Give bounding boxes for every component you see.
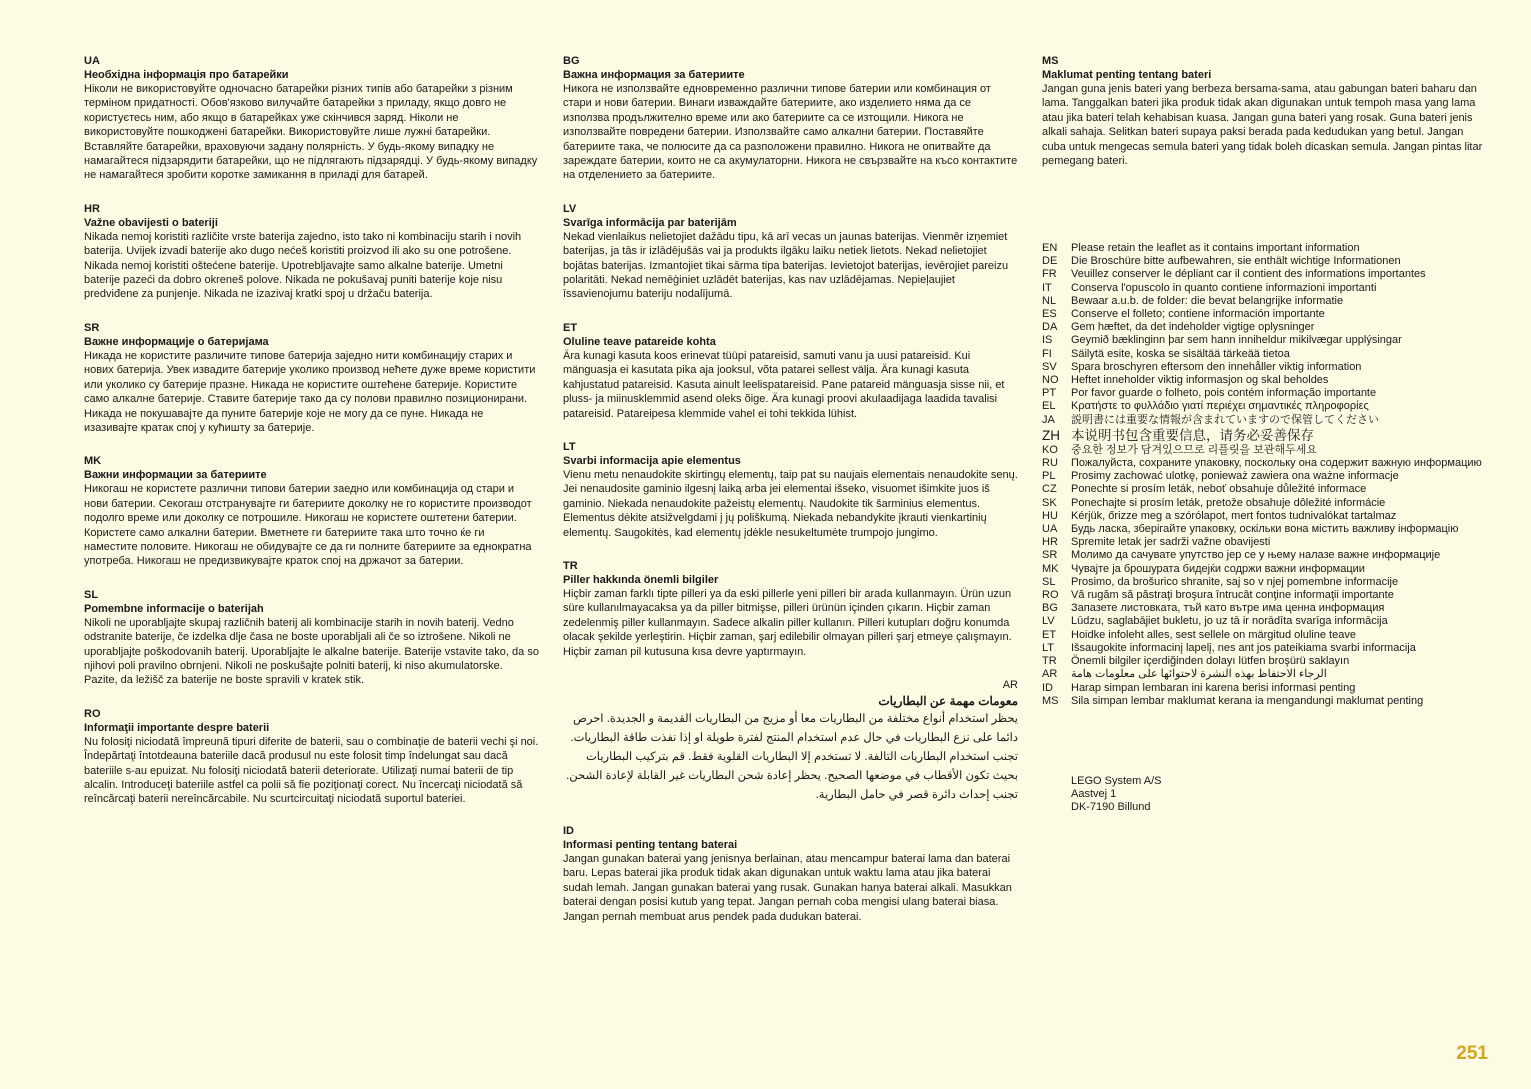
language-row-it xyxy=(1042,282,1502,295)
language-notice: Heftet inneholder viktig informasjon og skal beholdes xyxy=(1071,374,1329,387)
battery-section-sl xyxy=(84,588,539,688)
language-notice: Κρατήστε το φυλλάδιο γιατί περιέχει σημαντικές πληροφορίες xyxy=(1071,400,1369,413)
language-notice: Die Broschüre bitte aufbewahren, sie enthält wichtige Informationen xyxy=(1071,255,1401,268)
language-code: PL xyxy=(1042,470,1056,483)
section-body: Jangan gunakan baterai yang jenisnya berlainan, atau mencampur baterai lama dan baterai baru. Lepas baterai jika produk tidak akan digunakan untuk waktu lama atau jika baterai sudah lemah. Jangan gunakan baterai yang rusak. Gunakan hanya baterai alkali. Masukkan baterai dengan posisi kutub yang tepat. Jangan pernah coba mengisi ulang baterai biasa. Jangan pernah membuat arus pendek pada dudukan baterai. xyxy=(563,852,1012,923)
language-row-sv xyxy=(1042,361,1502,374)
language-code: EL xyxy=(1042,400,1056,413)
language-notice: Gem hæftet, da det indeholder vigtige oplysninger xyxy=(1071,321,1315,334)
section-language-code: MS xyxy=(1042,55,1059,67)
language-code: TR xyxy=(1042,655,1057,668)
section-language-code: HR xyxy=(84,202,100,215)
section-title: Важни информации за батериите xyxy=(84,469,267,482)
section-body: Hiçbir zaman farklı tipte pilleri ya da eski pillerle yeni pilleri bir arada kullanmayın. Ürün uzun süre kullanılmayacaksa ya da piller bitmişse, pilleri ürünün içinden çıkarın. Hiçbir zaman zedelenmiş piller kullanmayın. Sadece alkalin piller kullanın. Pilleri kutupları doğru konumda olacak şekilde yerleştirin. Hiçbir zaman, şarj edilebilir olmayan pilleri şarj etmeye çalışmayın. Hiçbir zaman pil kutusuna kısa devre yaptırmayın. xyxy=(563,587,1012,658)
language-code: DA xyxy=(1042,321,1058,334)
section-title: Piller hakkında önemli bilgiler xyxy=(563,573,719,586)
language-notice: Vă rugăm să păstraţi broşura întrucât conţine informaţii importante xyxy=(1071,589,1394,602)
section-body: Ära kunagi kasuta koos erinevat tüüpi patareisid, samuti vanu ja uusi patareisid. Kui mänguasja ei kasutata pika aja jooksul, võta patarei sellest välja. Ära kunagi kasuta kahjustatud patareisid. Kasuta ainult leelispatareisid. Pane patareid mänguasja sisse nii, et pluss- ja miinusklemmid asend oleks õige. Ära kunagi proovi akulaadijaga laadida tavalisi patareisid. Patareipesa klemmide vahel ei tohi tekkida lühist. xyxy=(563,349,1005,420)
section-language-code: LT xyxy=(563,440,576,453)
language-notice: 説明書には重要な情報が含まれていますので保管してください xyxy=(1071,413,1379,426)
language-code: LT xyxy=(1042,641,1055,654)
language-notice: Чувајте ја брошурата бидејќи содржи важни информации xyxy=(1071,562,1365,575)
language-code: AR xyxy=(1042,668,1058,681)
language-row-es xyxy=(1042,308,1502,321)
language-notice: Išsaugokite informacinį lapelį, nes ant jos pateikiama svarbi informacija xyxy=(1071,641,1416,654)
battery-section-lv xyxy=(563,202,1018,302)
language-row-pt xyxy=(1042,387,1502,400)
language-code: EN xyxy=(1042,242,1058,254)
language-code: IT xyxy=(1042,281,1052,294)
language-notice: Lūdzu, saglabājiet bukletu, jo uz tā ir norādīta svarīga informācija xyxy=(1071,615,1388,628)
battery-section-tr xyxy=(563,559,1018,659)
language-row-ar xyxy=(1042,668,1502,681)
section-language-code: SR xyxy=(84,321,100,334)
section-title: Informasi penting tentang baterai xyxy=(563,838,738,851)
language-row-da xyxy=(1042,321,1502,334)
battery-section-hr xyxy=(84,202,539,302)
section-body: Nikada nemoj koristiti različite vrste baterija zajedno, isto tako ni kombinaciju starih i novih baterija. Uvijek izvadi baterije ako dugo nećeš koristiti proizvod ili ako su one potrošene. Nikada nemoj koristiti oštećene baterije. Upotrebljavajte samo alkalne baterije. Umetni baterije pazeći da dobro okreneš polove. Nikada ne pokušavaj puniti baterije koje nisu predviđene za punjenje. Nikada ne izazivaj kratki spoj u držaču baterija. xyxy=(84,230,522,301)
section-title: معومات مهمة عن البطاريات xyxy=(878,693,1018,708)
battery-section-ro xyxy=(84,707,539,807)
language-notice: Spremite letak jer sadrži važne obavijesti xyxy=(1071,536,1271,549)
section-title: Svarīga informācija par baterijām xyxy=(563,216,737,229)
language-row-id xyxy=(1042,682,1502,695)
language-code: CZ xyxy=(1042,483,1057,496)
retain-leaflet-language-list xyxy=(1042,242,1502,708)
battery-section-ar xyxy=(563,678,1018,805)
language-row-en xyxy=(1042,242,1502,255)
language-row-no xyxy=(1042,374,1502,387)
section-language-code: ID xyxy=(563,824,574,837)
address-line-street: Aastvej 1 xyxy=(1071,788,1117,801)
section-title: Необхідна інформація про батарейки xyxy=(84,69,289,81)
section-language-code: AR xyxy=(1002,678,1018,691)
section-language-code: LV xyxy=(563,202,577,215)
language-row-zh xyxy=(1042,427,1502,444)
language-row-ja xyxy=(1042,414,1502,427)
section-body: Ніколи не використовуйте одночасно батарейки різних типів або батарейки з різним терміном придатності. Обов'язково вилучайте батарейки з приладу, якщо довго не користуєтесь ним, або якщо в батарейках уже скінчився заряд. Ніколи не використовуйте пошкоджені батарейки. Використовуйте лише лужні батарейки. Вставляйте батарейки, враховуючи задану полярність. У будь-якому випадку не намагайтеся підзарядити батарейки, що не підлягають підзарядці. У будь-якому випадку не намагайтеся зробити коротке замикання в приладі для батарей. xyxy=(84,83,538,182)
section-language-code: ET xyxy=(563,321,578,334)
language-code: BG xyxy=(1042,602,1058,615)
language-row-nl xyxy=(1042,295,1502,308)
section-title: Важне информације о батеријама xyxy=(84,335,269,348)
section-language-code: TR xyxy=(563,559,578,572)
language-notice: Please retain the leaflet as it contains important information xyxy=(1071,242,1360,254)
language-row-sk xyxy=(1042,497,1502,510)
language-row-mk xyxy=(1042,563,1502,576)
language-code: RO xyxy=(1042,589,1059,602)
language-notice: Veuillez conserver le dépliant car il contient des informations importantes xyxy=(1071,268,1426,281)
language-code: JA xyxy=(1042,413,1055,426)
column-right xyxy=(1042,54,1490,187)
language-row-et xyxy=(1042,629,1502,642)
language-code: ES xyxy=(1042,308,1057,321)
language-code: KO xyxy=(1042,443,1058,456)
language-code: IS xyxy=(1042,334,1053,347)
language-notice: Hoidke infoleht alles, sest sellele on märgitud oluline teave xyxy=(1071,628,1356,641)
language-row-ko xyxy=(1042,444,1502,457)
section-title: Важна информация за батериите xyxy=(563,69,745,81)
section-body: Nu folosiţi niciodată împreună tipuri diferite de baterii, sau o combinaţie de baterii vechi şi noi. Îndepărtaţi întotdeauna bateriile dacă produsul nu este folosit timp îndelungat sau dacă bateriile s-au epuizat. Nu folosiţi niciodată baterii deteriorate. Utilizaţi numai baterii de tip alcalin. Introduceţi bateriile astfel ca polii să fie poziţionaţi corect. Nu încercaţi niciodată să reîncărcaţi baterii nereîncărcabile. Nu scurtcircuitaţi niciodată suportul bateriei. xyxy=(84,735,539,806)
language-code: RU xyxy=(1042,457,1058,470)
language-notice: Пожалуйста, сохраните упаковку, поскольку она содержит важную информацию xyxy=(1071,457,1482,470)
section-body: Jangan guna jenis bateri yang berbeza bersama-sama, atau gabungan bateri baharu dan lama. Tanggalkan bateri jika produk tidak akan digunakan untuk tempoh masa yang lama atau jika bateri telah kehabisan kuasa. Jangan guna bateri yang rosak. Guna bateri jenis alkali sahaja. Selitkan bateri supaya paksi berada pada kedudukan yang betul. Jangan cuba untuk mengecas semula bateri yang tidak boleh dicaskan semula. Jangan pintas litar pemegang bateri. xyxy=(1042,83,1483,168)
language-notice: Prosimy zachować ulotkę, ponieważ zawiera ona ważne informacje xyxy=(1071,470,1399,483)
battery-section-et xyxy=(563,321,1018,421)
section-language-code: BG xyxy=(563,55,580,67)
language-notice: Запазете листовката, тъй като вътре има ценна информация xyxy=(1071,602,1385,615)
language-notice: Bewaar a.u.b. de folder: die bevat belangrijke informatie xyxy=(1071,294,1344,307)
language-row-fi xyxy=(1042,348,1502,361)
battery-section-sr xyxy=(84,321,539,435)
battery-section-lt xyxy=(563,440,1018,540)
language-notice: Kérjük, őrizze meg a szórólapot, mert fontos tudnivalókat tartalmaz xyxy=(1071,509,1397,522)
language-code: FI xyxy=(1042,347,1052,360)
language-code: HU xyxy=(1042,509,1058,522)
language-notice: Geymið bæklinginn þar sem hann inniheldur mikilvægar upplýsingar xyxy=(1071,334,1402,347)
section-language-code: MK xyxy=(84,455,102,468)
language-notice: Conserve el folleto; contiene información importante xyxy=(1071,308,1325,321)
battery-section-mk xyxy=(84,454,539,568)
language-code: MS xyxy=(1042,694,1059,707)
language-row-ro xyxy=(1042,589,1502,602)
language-code: HR xyxy=(1042,536,1058,549)
language-row-tr xyxy=(1042,655,1502,668)
section-language-code: RO xyxy=(84,707,101,720)
language-code: SK xyxy=(1042,496,1057,509)
language-row-de xyxy=(1042,255,1502,268)
language-row-sl xyxy=(1042,576,1502,589)
section-title: Svarbi informacija apie elementus xyxy=(563,454,741,467)
language-row-lt xyxy=(1042,642,1502,655)
language-row-sr xyxy=(1042,549,1502,562)
section-title: Maklumat penting tentang bateri xyxy=(1042,69,1212,81)
language-code: ET xyxy=(1042,628,1057,641)
language-code: SR xyxy=(1042,549,1058,562)
section-body: Никада не користите различите типове батерија заједно нити комбинацију старих и нових батерија. Увек извадите батерије уколико производ нећете дуже време користити или уколико су батерије празне. Никада не користите оштећене батерије. Користите само алкалне батерије. Ставите батерије тако да су полови правилно позиционирани. Никада не покушавајте да пуните батерије које не могу да се пуне. Никада не изазивајте кратак спој у кућишту за батерије. xyxy=(84,349,536,434)
language-notice: Önemli bilgiler içerdiğinden dolayı lütfen broşürü saklayın xyxy=(1071,655,1350,668)
language-code: FR xyxy=(1042,268,1057,281)
language-row-is xyxy=(1042,334,1502,347)
section-language-code: SL xyxy=(84,588,99,601)
section-body: Nikoli ne uporabljajte skupaj različnih baterij ali kombinacije starih in novih baterij. Vedno odstranite baterije, če izdelka dlje časa ne boste uporabljali ali če so iztrošene. Nikoli ne uporabljajte poškodovanih baterij. Uporabljajte le alkalne baterije. Baterije vstavite tako, da so njihovi poli pravilno obrnjeni. Nikoli ne poskušajte polniti baterij, ki niso akumulatorske. Pazite, da ležišč za baterije ne boste spravili v kratek stik. xyxy=(84,616,539,687)
language-row-hr xyxy=(1042,536,1502,549)
battery-section-ms xyxy=(1042,54,1490,168)
column-left xyxy=(84,54,539,826)
language-code: LV xyxy=(1042,615,1055,628)
language-notice: Ponechajte si prosím leták, pretože obsahuje dôležité informácie xyxy=(1071,496,1386,509)
language-notice: Молимо да сачувате упутство јер се у њему налазе важне информације xyxy=(1071,549,1441,562)
language-row-cz xyxy=(1042,483,1502,496)
section-title: Informaţii importante despre baterii xyxy=(84,721,270,734)
language-code: PT xyxy=(1042,387,1057,400)
section-title: Pomembne informacije o baterijah xyxy=(84,602,264,615)
battery-section-ua xyxy=(84,54,539,183)
language-row-ru xyxy=(1042,457,1502,470)
section-body: Nekad vienlaikus nelietojiet dažādu tipu, kā arī vecas un jaunas baterijas. Vienmēr izņemiet baterijas, ja tās ir izlādējušās vai ja produkts ilgāku laiku netiek lietots. Nekad nelietojiet bojātas baterijas. Izmantojiet tikai sārma tipa baterijas. Ievietojot baterijas, ievērojiet pareizu polaritāti. Nekad nemēģiniet uzlādēt baterijas, kas nav uzlādējamas. Nepieļaujiet īssavienojumu bateriju nodalījumā. xyxy=(563,230,1009,301)
address-line-company: LEGO System A/S xyxy=(1071,775,1162,787)
section-body: Никогаш не користете различни типови батерии заедно или комбинација од стари и нови батерии. Секогаш отстранувајте ги батериите доколку не го користите производот подолго време или доколку се потрошиле. Никогаш не користете оштетени батерии. Користете само алкални батерии. Вметнете ги батериите така што точно ќе ги наместите половите. Никогаш не обидувајте се да ги полните батериите за еднократна употреба. Никогаш не предизвикувајте краток спој на држачот за батерии. xyxy=(84,483,532,568)
language-row-hu xyxy=(1042,510,1502,523)
language-notice: Ponechte si prosím leták, neboť obsahuje důležité informace xyxy=(1071,483,1367,496)
language-code: MK xyxy=(1042,562,1059,575)
language-row-pl xyxy=(1042,470,1502,483)
language-notice: Sila simpan lembar maklumat kerana ia mengandungi maklumat penting xyxy=(1071,694,1424,707)
language-notice: الرجاء الاحتفاظ بهذه النشرة لاحتوائها على معلومات هامة xyxy=(1071,668,1327,681)
language-notice: 本说明书包含重要信息，请务必妥善保存 xyxy=(1071,427,1314,443)
section-title: Važne obavijesti o bateriji xyxy=(84,216,218,229)
language-notice: Будь ласка, зберігайте упаковку, оскільки вона містить важливу інформацію xyxy=(1071,523,1459,536)
language-notice: Por favor guarde o folheto, pois contém informação importante xyxy=(1071,387,1377,400)
language-notice: Prosimo, da brošurico shranite, saj so v njej pomembne informacije xyxy=(1071,575,1399,588)
language-row-bg xyxy=(1042,602,1502,615)
section-body: يحظر استخدام أنواع مختلفة من البطاريات معا أو مزيج من البطاريات القديمة و الجديدة. احرص دائما على نزع البطاريات في حال عدم استخدام المنتج لفترة طويلة او إذا نفذت طاقة البطاريات. تجنب استخدام البطاريات التالفة. لا تستخدم إلا البطاريات القلوية فقط. قم بتركيب البطاريات بحيث تكون الأقطاب في موضعها الصحيح. يحظر إعادة شحن البطاريات غير القابلة لإعادة الشحن. تجنب إحداث دائرة قصر في حامل البطارية. xyxy=(566,712,1018,801)
language-row-ms xyxy=(1042,695,1502,708)
language-row-el xyxy=(1042,400,1502,413)
section-body: Никога не използвайте едновременно различни типове батерии или комбинация от стари и нови батерии. Винаги изваждайте батериите, ако изделието няма да се използва продължително време или ако батериите са се изтощили. Никога не използвайте повредени батерии. Използвайте само алкални батерии. Поставяйте батериите така, че полюсите да са разположени правилно. Никога не опитвайте да зареждате батерии, които не са акумулаторни. Никога не свързвайте на късо контактите на отделението за батериите. xyxy=(563,83,1018,182)
language-code: SL xyxy=(1042,575,1056,588)
language-code: DE xyxy=(1042,255,1058,268)
language-code: ID xyxy=(1042,681,1053,694)
page-number: 251 xyxy=(1456,1043,1488,1064)
language-notice: Conserva l'opuscolo in quanto contiene informazioni importanti xyxy=(1071,281,1377,294)
language-notice: Säilytä esite, koska se sisältää tärkeää tietoa xyxy=(1071,347,1290,360)
language-row-fr xyxy=(1042,268,1502,281)
section-body: Vienu metu nenaudokite skirtingų elementų, taip pat su naujais elementais nenaudokite senų. Jei nenaudosite gaminio ilgesnį laiką arba jei elementai išseko, visuomet išimkite juos iš gaminio. Niekada nenaudokite pažeistų elementų. Naudokite tik šarminius elementus. Elementus dėkite atsižvelgdami į jų poliškumą. Niekada nebandykite įkrauti vienkartinių elementų. Saugokitės, kad elementų įdėkle nesukeltumėte trumpojo jungimo. xyxy=(563,468,1018,539)
company-address xyxy=(1071,775,1161,815)
section-title: Oluline teave patareide kohta xyxy=(563,335,716,348)
section-language-code: UA xyxy=(84,55,100,67)
language-code: SV xyxy=(1042,360,1057,373)
language-code: ZH xyxy=(1042,427,1060,443)
language-notice: Harap simpan lembaran ini karena berisi informasi penting xyxy=(1071,681,1356,694)
language-code: NO xyxy=(1042,374,1059,387)
language-notice: Spara broschyren eftersom den innehåller viktig information xyxy=(1071,360,1362,373)
battery-section-bg xyxy=(563,54,1018,183)
address-line-city: DK-7190 Billund xyxy=(1071,801,1151,814)
language-row-lv xyxy=(1042,615,1502,628)
language-code: UA xyxy=(1042,523,1058,536)
language-code: NL xyxy=(1042,294,1057,307)
battery-section-id xyxy=(563,824,1018,924)
language-notice: 중요한 정보가 담겨있으므로 리플릿을 보관해두세요 xyxy=(1071,443,1317,456)
language-row-ua xyxy=(1042,523,1502,536)
column-middle xyxy=(563,54,1018,943)
